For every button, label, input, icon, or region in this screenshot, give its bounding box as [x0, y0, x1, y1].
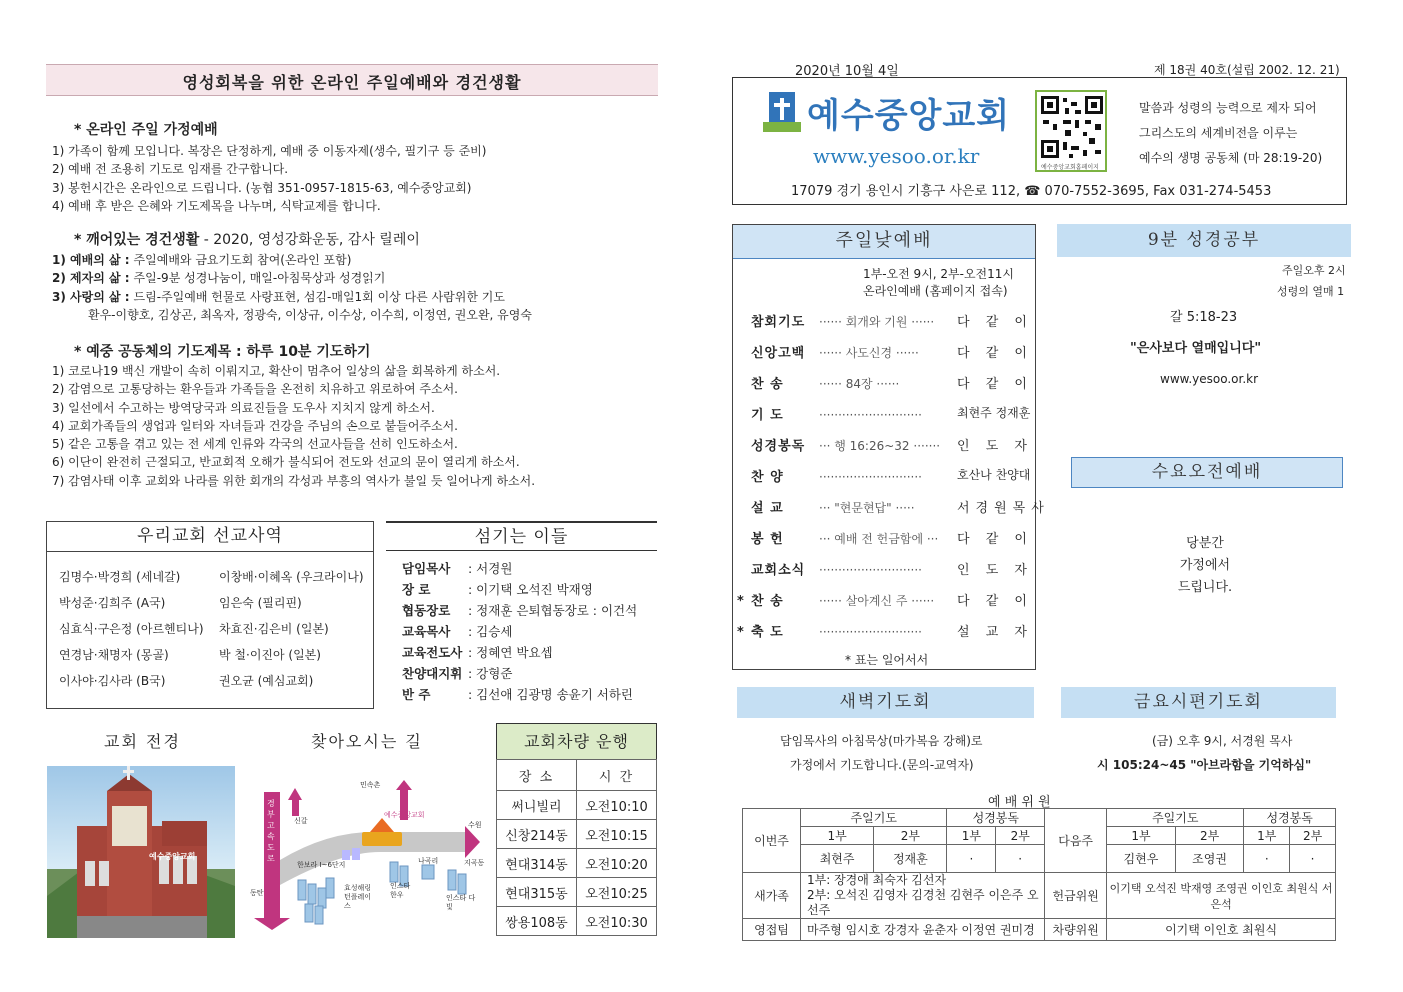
devotion-line	[52, 269, 505, 287]
duty-h-read-2: 성경봉독	[1244, 809, 1336, 827]
duty-offering-label: 헌금위원	[1045, 873, 1107, 919]
devotion-line	[52, 288, 505, 306]
servant-row	[402, 601, 637, 619]
servant-row	[402, 580, 593, 598]
friday-line-2: 시 105:24~45 "아브라함을 기억하심"	[1097, 758, 1312, 772]
devotion-line-text: 주일-9분 성경나눔이, 매일-아침묵상과 성경읽기	[133, 271, 386, 286]
duty-newfamily-2: 2부: 오석진 김영자 김경천 김현주 이은주 오선주	[807, 888, 1039, 917]
order-item: 설 교	[751, 501, 784, 516]
order-detail: ··· 예배 전 헌금함에 ···	[819, 532, 939, 546]
servant-role: 교육목사	[402, 624, 451, 639]
devotion-line-text: 주일예배와 금요기도회 참여(온라인 포함)	[133, 253, 352, 267]
devotion-line-label: 1) 예배의 삶 :	[52, 253, 130, 267]
duty-p1: 1부	[801, 827, 874, 845]
duty-next-4: ·	[1290, 845, 1336, 873]
prayer-line: 7) 감염사태 이후 교회와 나라를 위한 회개의 각성과 부흥의 역사가 불일 듯 일어나게 하소서.	[52, 473, 536, 488]
servant-names: 김선애 김광명 송윤기 서하린	[476, 687, 633, 702]
worship-time-2: 온라인예배 (홈페이지 접속)	[863, 284, 1008, 298]
website-url: www.yesoo.or.kr	[813, 144, 980, 168]
qr-caption: 예수중앙교회홈페이지	[1041, 164, 1099, 171]
bible-study-ref: 갈 5:18-23	[1170, 310, 1238, 325]
order-row	[737, 435, 1033, 454]
duty-next-2: 조영권	[1175, 845, 1244, 873]
bus-header: 장 소	[497, 760, 577, 791]
friday-title: 금요시편기도회	[1061, 687, 1336, 718]
mission-item-left: 연경남·채명자 (몽골)	[59, 648, 169, 662]
servant-row	[402, 559, 512, 577]
map-label-nagok: 나곡리	[418, 857, 439, 865]
mission-item-left: 심효식·구은정 (아르헨티나)	[59, 622, 204, 636]
order-detail: ···························	[819, 470, 922, 484]
bus-time: 오전10:20	[577, 849, 657, 878]
order-detail: ···························	[819, 625, 922, 639]
bus-title: 교회차량 운행	[496, 723, 657, 759]
order-detail: ··· "현문현답" ·····	[819, 501, 915, 515]
church-logo-text: 예수중앙교회	[807, 96, 1011, 136]
friday-line-1: (금) 오후 9시, 서경원 목사	[1152, 734, 1293, 748]
section-devotion-title	[74, 229, 420, 249]
order-item: 참회기도	[751, 315, 806, 330]
prayer-line: 3) 일선에서 수고하는 방역당국과 의료진들을 도우사 지치지 않게 하소서.	[52, 400, 435, 415]
servant-names: 서경원	[476, 561, 513, 576]
map-label-insta: 인스타 한우	[390, 882, 411, 899]
servant-sep: :	[464, 666, 477, 681]
order-detail: ······ 회개와 기원 ······	[819, 315, 935, 329]
order-item: 신앙고백	[751, 346, 806, 361]
motto-line: 그리스도의 세계비전을 이루는	[1139, 126, 1298, 140]
order-star: *	[737, 594, 744, 609]
map-label-singal: 신갈	[294, 817, 308, 825]
duty-next-1: 김현우	[1107, 845, 1176, 873]
servant-names: 정혜연 박요셉	[476, 645, 553, 660]
duty-p2b: 2부	[996, 827, 1045, 845]
bus-time: 오전10:25	[577, 878, 657, 907]
order-item: 기 도	[751, 408, 784, 423]
devotion-line-label: 3) 사랑의 삶 :	[52, 289, 130, 304]
order-leader: 다 같 이	[957, 346, 1033, 361]
wednesday-line: 가정에서	[1179, 558, 1231, 573]
map-label-hyosung: 효성해링턴플레이스	[344, 884, 372, 910]
bus-place: 써니빌리	[497, 791, 577, 820]
mission-item-left: 이사야·김사라 (B국)	[59, 674, 166, 688]
mission-title: 우리교회 선교사역	[47, 522, 373, 552]
worship-box	[732, 224, 1050, 670]
order-row	[737, 497, 1050, 516]
order-leader: 다 같 이	[957, 532, 1033, 547]
bus-place: 현대315동	[497, 878, 577, 907]
order-leader: 설 교 자	[957, 625, 1033, 640]
dawn-title: 새벽기도회	[737, 687, 1034, 718]
duty-p1c: 1부	[1107, 827, 1176, 845]
duty-h-read: 성경봉독	[947, 809, 1045, 827]
directions-map	[250, 770, 490, 938]
duty-p1d: 1부	[1244, 827, 1290, 845]
duty-offering-val: 이기택 오석진 박재영 조영권 이인호 최원식 서은석	[1107, 873, 1336, 919]
map-label-suwon: 수원	[468, 821, 482, 829]
duty-p2d: 2부	[1290, 827, 1336, 845]
order-item: 찬 송	[751, 377, 784, 392]
home-worship-line: 3) 봉헌시간은 온라인으로 드립니다. (농협 351-0957-1815-63, 예수중앙교회)	[52, 180, 472, 195]
photo-title: 교회 전경	[104, 732, 181, 751]
servant-sep: :	[464, 603, 477, 618]
order-detail: ···························	[819, 408, 922, 422]
order-detail: ··· 행 16:26~32 ·······	[819, 439, 941, 453]
order-item: 봉 헌	[751, 532, 784, 547]
order-row	[737, 466, 1033, 485]
dawn-line-1: 담임목사의 아침묵상(마가복음 강해)로	[780, 734, 983, 748]
church-photo	[47, 766, 235, 938]
servant-sep: :	[464, 624, 477, 639]
map-label-minsokchon: 민속촌	[360, 781, 381, 789]
servant-role: 협동장로	[402, 603, 451, 618]
order-row	[737, 373, 1033, 392]
servant-role: 찬양대지휘	[402, 666, 463, 681]
order-detail: ···························	[819, 563, 922, 577]
servant-sep: :	[464, 582, 477, 597]
order-detail: ······ 살아계신 주 ······	[819, 594, 935, 608]
order-row	[737, 311, 1033, 330]
section-prayer-title: * 예중 공동체의 기도제목 : 하루 10분 기도하기	[74, 344, 371, 360]
masthead	[732, 77, 1347, 205]
servant-row	[402, 643, 553, 661]
section-home-worship-title: * 온라인 주일 가정예배	[74, 122, 218, 138]
duty-vehicle-label: 차량위원	[1045, 919, 1107, 941]
bus-header: 시 간	[577, 760, 657, 791]
mission-item-right: 박 철·이진아 (일본)	[219, 648, 321, 662]
map-label-jigok: 지곡동	[464, 859, 485, 867]
motto-line: 예수의 생명 공동체 (마 28:19-20)	[1139, 151, 1323, 165]
bus-time: 오전10:15	[577, 820, 657, 849]
map-label-insta2: 인스타 다빛	[446, 894, 476, 911]
servant-role: 장 로	[402, 582, 431, 597]
duty-h-pray-2: 주일기도	[1107, 809, 1244, 827]
motto-line: 말씀과 성령의 능력으로 제자 되어	[1139, 101, 1317, 115]
devotion-line-text: 드림-주일예배 헌물로 사랑표현, 섬김-매일1회 이상 다른 사람위한 기도	[133, 289, 505, 304]
servant-sep: :	[464, 687, 477, 702]
map-title: 찾아오시는 길	[311, 732, 423, 751]
qr-code	[1035, 90, 1107, 172]
prayer-list	[52, 362, 535, 490]
dawn-line-2: 가정에서 기도합니다.(문의-교역자)	[790, 758, 974, 772]
order-leader: 호산나 찬양대	[957, 468, 1031, 482]
map-highway-label: 경부고속도로	[267, 799, 275, 863]
home-worship-line: 2) 예배 전 조용히 기도로 임재를 간구합니다.	[52, 162, 289, 177]
duty-h-pray: 주일기도	[801, 809, 947, 827]
servant-role: 반 주	[402, 687, 431, 702]
duty-this-3: ·	[947, 845, 996, 873]
order-row	[737, 559, 1033, 578]
servants-box	[386, 521, 657, 709]
duty-this-2: 정재훈	[874, 845, 947, 873]
order-leader: 다 같 이	[957, 594, 1033, 609]
issue-date: 2020년 10월 4일	[795, 64, 899, 79]
wednesday-lines	[1150, 533, 1260, 599]
order-leader: 인 도 자	[957, 563, 1033, 578]
devotion-line	[52, 251, 505, 269]
servants-title: 섬기는 이들	[386, 523, 657, 551]
home-worship-list	[52, 142, 486, 215]
devotion-subtitle: - 2020, 영성강화운동, 감사 릴레이	[199, 232, 420, 248]
duty-newfamily-label: 새가족	[743, 873, 801, 919]
map-label-hanbora: 한보라 I~6단지	[297, 861, 346, 869]
servant-names: 정재훈 은퇴협동장로 : 이건석	[476, 603, 638, 618]
address: 17079 경기 용인시 기흥구 사은로 112, ☎ 070-7552-3695, Fax 031-274-5453	[791, 184, 1272, 199]
servant-sep: :	[464, 561, 477, 576]
order-row	[737, 621, 1033, 640]
bus-place: 현대314동	[497, 849, 577, 878]
duty-next-3: ·	[1244, 845, 1290, 873]
prayer-line: 1) 코로나19 백신 개발이 속히 이뤄지고, 확산이 멈추어 일상의 삶을 회복하게 하소서.	[52, 364, 501, 378]
church-sign: 예수중앙교회	[149, 852, 196, 861]
order-item: 성경봉독	[751, 439, 806, 454]
duty-this-week: 이번주	[743, 809, 801, 873]
qr-code-icon	[1039, 94, 1107, 160]
order-row	[737, 404, 1033, 423]
bible-study-time: 주일오후 2시	[1282, 264, 1346, 277]
duty-p2: 2부	[874, 827, 947, 845]
order-item: 찬 송	[751, 594, 784, 609]
mission-item-right: 권오균 (예심교회)	[219, 674, 314, 688]
duty-p1b: 1부	[947, 827, 996, 845]
banner: 영성회복을 위한 온라인 주일예배와 경건생활	[46, 64, 658, 96]
mission-item-right: 차효진·김은비 (일본)	[219, 622, 329, 636]
worship-time-1: 1부-오전 9시, 2부-오전11시	[863, 267, 1015, 281]
order-row	[737, 590, 1033, 609]
duty-this-4: ·	[996, 845, 1045, 873]
bus-place: 쌍용108동	[497, 907, 577, 936]
order-note: * 표는 일어서서	[845, 653, 929, 667]
order-detail: ······ 84장 ······	[819, 377, 900, 391]
order-star: *	[737, 625, 744, 640]
bus-place: 신창214동	[497, 820, 577, 849]
duty-welcome-label: 영접팀	[743, 919, 801, 941]
order-item: 축 도	[751, 625, 784, 640]
motto	[1139, 96, 1322, 171]
mission-item-right: 임은숙 (필리핀)	[219, 596, 302, 610]
home-worship-line: 4) 예배 후 받은 은혜와 기도제목을 나누며, 식탁교제를 합니다.	[52, 198, 381, 213]
patient-list: 환우-이향호, 김상곤, 최옥자, 정광숙, 이상규, 이수상, 이수희, 이정연, 권오완, 유영숙	[88, 308, 532, 322]
order-item: 교회소식	[751, 563, 806, 578]
bible-study-url: www.yesoo.or.kr	[1160, 372, 1259, 386]
bible-study-theme: "은사보다 열매입니다"	[1130, 341, 1262, 356]
mission-item-right: 이창배·이혜옥 (우크라이나)	[219, 570, 364, 584]
duty-welcome-val: 마주형 임시호 강경자 윤춘자 이정연 권미경	[801, 919, 1045, 941]
duty-table	[742, 808, 1336, 941]
cross-logo-icon	[769, 92, 795, 132]
servant-names: 강형준	[476, 666, 513, 681]
servant-names: 이기택 오석진 박재영	[476, 582, 593, 597]
bus-table	[496, 759, 657, 936]
servant-role: 담임목사	[402, 561, 451, 576]
bible-study-sub: 성령의 열매 1	[1277, 285, 1345, 298]
wednesday-line: 당분간	[1186, 536, 1224, 551]
order-leader: 다 같 이	[957, 315, 1033, 330]
wednesday-line: 드립니다.	[1177, 580, 1233, 595]
devotion-list	[52, 251, 505, 306]
home-worship-line: 1) 가족이 함께 모입니다. 복장은 단정하게, 예배 중 이동자제(생수, 필기구 등 준비)	[52, 144, 487, 158]
servant-row	[402, 664, 512, 682]
wednesday-title: 수요오전예배	[1071, 457, 1343, 488]
prayer-line: 4) 교회가족들의 생업과 일터와 자녀들과 건강을 주님의 손으로 붙들어주소서.	[52, 418, 459, 433]
mission-item-left: 박성준·김희주 (A국)	[59, 596, 166, 610]
mission-item-left: 김명수·박경희 (세네갈)	[59, 570, 181, 584]
order-leader: 서경원목사	[957, 501, 1050, 516]
issue-number: 제 18권 40호(설립 2002. 12. 21)	[1154, 63, 1340, 77]
duty-vehicle-val: 이기택 이인호 최원식	[1107, 919, 1336, 941]
duty-newfamily-1: 1부: 장경애 최숙자 김선자	[807, 873, 947, 887]
map-label-church: 예수중앙교회	[384, 811, 425, 819]
duty-this-1: 최현주	[801, 845, 874, 873]
duty-p2c: 2부	[1175, 827, 1244, 845]
order-leader: 인 도 자	[957, 439, 1033, 454]
map-label-dongtan: 동탄	[250, 889, 264, 897]
mission-box	[46, 521, 374, 709]
order-leader: 다 같 이	[957, 377, 1033, 392]
worship-title: 주일낮예배	[733, 225, 1035, 259]
servant-row	[402, 622, 512, 640]
prayer-line: 6) 이단이 완전히 근절되고, 반교회적 오해가 불식되어 전도와 선교의 문이 열리게 하소서.	[52, 455, 520, 470]
duty-next-week: 다음주	[1045, 809, 1107, 873]
order-detail: ······ 사도신경 ······	[819, 346, 919, 360]
servant-row	[402, 685, 633, 703]
devotion-line-label: 2) 제자의 삶 :	[52, 271, 130, 286]
bus-time: 오전10:30	[577, 907, 657, 936]
devotion-title: * 깨어있는 경건생활	[74, 232, 200, 248]
order-row	[737, 528, 1033, 547]
prayer-line: 5) 같은 고통을 겪고 있는 전 세계 인류와 각국의 선교사들을 선히 인도하소서.	[52, 437, 458, 452]
order-item: 찬 양	[751, 470, 784, 485]
order-row	[737, 342, 1033, 361]
bible-study-title: 9분 성경공부	[1057, 224, 1351, 257]
servant-role: 교육전도사	[402, 645, 463, 660]
order-leader: 최현주 정재훈	[957, 406, 1031, 420]
servant-names: 김승세	[476, 624, 513, 639]
church-building-image	[47, 766, 235, 938]
bus-time: 오전10:10	[577, 791, 657, 820]
bus-box	[496, 723, 657, 936]
duty-title: 예 배 위 원	[988, 795, 1051, 810]
prayer-line: 2) 감염으로 고통당하는 환우들과 가족들을 온전히 치유하고 위로하여 주소서.	[52, 382, 459, 397]
servant-sep: :	[464, 645, 477, 660]
